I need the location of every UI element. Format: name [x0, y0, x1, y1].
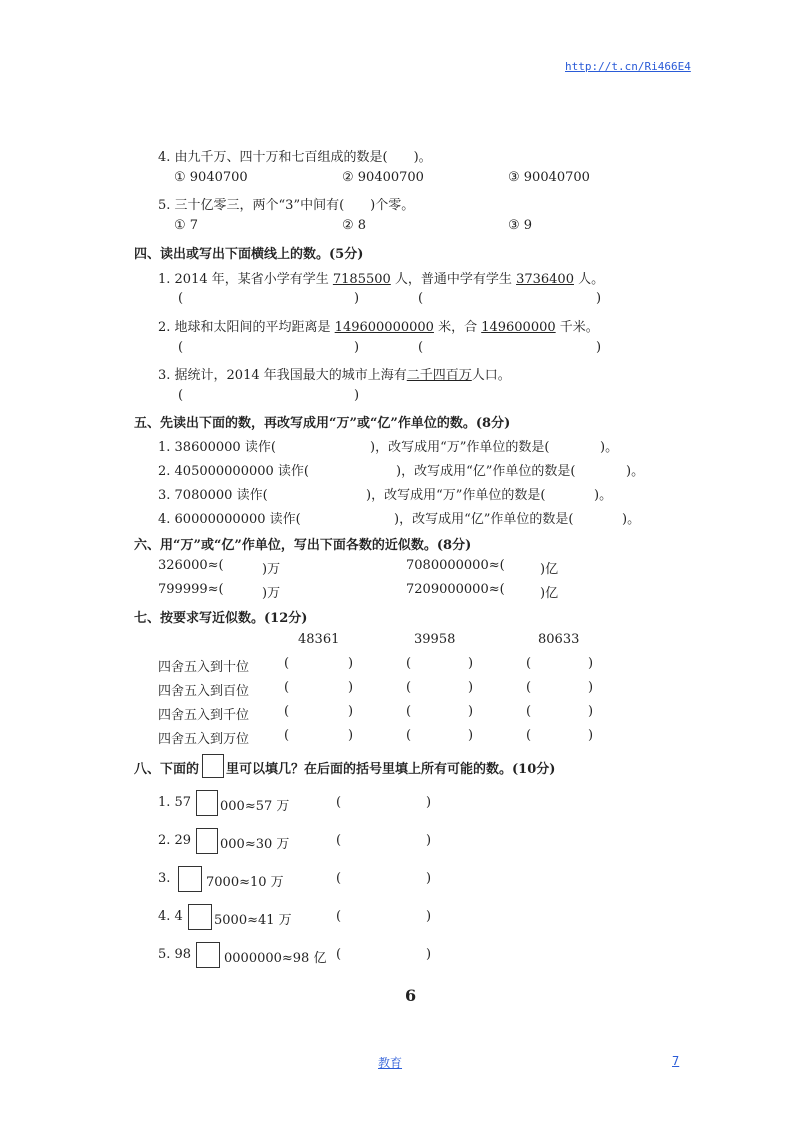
answer-paren-close: ): [588, 704, 594, 719]
answer-paren-close: ): [588, 680, 594, 695]
answer-paren-open: (: [418, 340, 424, 355]
answer-paren-close: ): [468, 728, 474, 743]
fill-in-box[interactable]: [196, 790, 218, 816]
answer-paren-open: (: [526, 680, 532, 695]
s5-line-2-a: 2. 405000000000 读作(: [158, 464, 309, 479]
s6-b2-left: 7209000000≈(: [406, 582, 505, 597]
s8-item-4-pre: 4. 4: [158, 909, 183, 924]
s8-item-1-post: 000≈57 万: [220, 799, 290, 814]
answer-paren-open: (: [336, 833, 342, 848]
s7-row-2: 四舍五入到百位: [158, 684, 250, 699]
answer-paren-close: ): [354, 340, 360, 355]
answer-paren-close: ): [348, 728, 354, 743]
question-4: 4. 由九千万、四十万和七百组成的数是( )。: [158, 150, 432, 165]
s5-line-4-a: 4. 60000000000 读作(: [158, 512, 301, 527]
section-8-title-suffix: 里可以填几？在后面的括号里填上所有可能的数。(10分): [226, 762, 556, 777]
section-7-title: 七、按要求写近似数。(12分): [134, 611, 308, 626]
answer-paren-close: ): [348, 704, 354, 719]
question-5: 5. 三十亿零三，两个“3”中间有( )个零。: [158, 198, 415, 213]
s5-line-3-a: 3. 7080000 读作(: [158, 488, 268, 503]
q5-option-1: ① 7: [174, 218, 199, 233]
s8-item-5-pre: 5. 98: [158, 947, 192, 962]
answer-paren-close: ): [354, 388, 360, 403]
s4-item-1: 1. 2014 年，某省小学有学生 7185500 人，普通中学有学生 3736400 人。: [158, 272, 605, 287]
s8-item-3-post: 7000≈10 万: [206, 875, 284, 890]
s5-line-2-b: )，改写成用“亿”作单位的数是(: [396, 464, 576, 479]
section-8-title-prefix: 八、下面的: [134, 762, 200, 777]
s4-item-3: 3. 据统计，2014 年我国最大的城市上海有二千四百万人口。: [158, 368, 511, 383]
answer-paren-open: (: [406, 680, 412, 695]
answer-paren-close: ): [588, 728, 594, 743]
answer-paren-close: ): [468, 656, 474, 671]
answer-paren-open: (: [284, 728, 290, 743]
s7-col-3: 80633: [538, 632, 580, 647]
s6-a2-right: )亿: [540, 562, 559, 577]
s6-b2-right: )亿: [540, 586, 559, 601]
q4-option-2: ② 90400700: [342, 170, 424, 185]
q4-option-3: ③ 90040700: [508, 170, 590, 185]
s5-line-3-c: )。: [594, 488, 613, 503]
s6-b1-left: 799999≈(: [158, 582, 224, 597]
section-5-title: 五、先读出下面的数，再改写成用“万”或“亿”作单位的数。(8分): [134, 416, 511, 431]
answer-paren-close: ): [468, 704, 474, 719]
answer-paren-close: ): [426, 909, 432, 924]
answer-paren-open: (: [526, 704, 532, 719]
fill-in-box[interactable]: [196, 828, 218, 854]
answer-paren-close: ): [426, 947, 432, 962]
s5-line-4-c: )。: [622, 512, 641, 527]
answer-paren-open: (: [406, 656, 412, 671]
answer-paren-close: ): [588, 656, 594, 671]
s5-line-1-a: 1. 38600000 读作(: [158, 440, 276, 455]
fill-in-box[interactable]: [196, 942, 220, 968]
s5-line-1-b: )，改写成用“万”作单位的数是(: [370, 440, 550, 455]
answer-paren-open: (: [526, 656, 532, 671]
s7-row-3: 四舍五入到千位: [158, 708, 250, 723]
s7-row-1: 四舍五入到十位: [158, 660, 250, 675]
header-link[interactable]: http://t.cn/Ri466E4: [565, 60, 691, 73]
answer-paren-open: (: [406, 704, 412, 719]
s8-item-4-post: 5000≈41 万: [214, 913, 292, 928]
answer-paren-open: (: [336, 871, 342, 886]
s6-a1-left: 326000≈(: [158, 558, 224, 573]
answer-paren-close: ): [348, 656, 354, 671]
answer-paren-close: ): [596, 291, 602, 306]
answer-paren-close: ): [348, 680, 354, 695]
answer-paren-open: (: [284, 656, 290, 671]
s7-col-2: 39958: [414, 632, 456, 647]
s8-item-2-pre: 2. 29: [158, 833, 192, 848]
s5-line-2-c: )。: [626, 464, 645, 479]
answer-paren-open: (: [336, 947, 342, 962]
answer-paren-open: (: [178, 388, 184, 403]
s5-line-1-c: )。: [600, 440, 619, 455]
s8-item-1-pre: 1. 57: [158, 795, 192, 810]
s8-item-3-pre: 3.: [158, 871, 171, 886]
s8-item-5-post: 0000000≈98 亿: [224, 951, 327, 966]
answer-paren-open: (: [284, 704, 290, 719]
blank-box: [202, 754, 224, 778]
s7-row-4: 四舍五入到万位: [158, 732, 250, 747]
q5-option-3: ③ 9: [508, 218, 533, 233]
q4-option-1: ① 9040700: [174, 170, 248, 185]
page-number: 6: [405, 986, 417, 1005]
q5-option-2: ② 8: [342, 218, 367, 233]
answer-paren-close: ): [426, 871, 432, 886]
answer-paren-open: (: [336, 795, 342, 810]
s5-line-3-b: )，改写成用“万”作单位的数是(: [366, 488, 546, 503]
s6-a1-right: )万: [262, 562, 281, 577]
answer-paren-open: (: [284, 680, 290, 695]
answer-paren-open: (: [178, 340, 184, 355]
s8-item-2-post: 000≈30 万: [220, 837, 290, 852]
answer-paren-close: ): [354, 291, 360, 306]
section-6-title: 六、用“万”或“亿”作单位，写出下面各数的近似数。(8分): [134, 538, 472, 553]
s6-a2-left: 7080000000≈(: [406, 558, 505, 573]
answer-paren-open: (: [526, 728, 532, 743]
s5-line-4-b: )，改写成用“亿”作单位的数是(: [394, 512, 574, 527]
s4-item-2: 2. 地球和太阳间的平均距离是 149600000000 米，合 149600000 千米。: [158, 320, 599, 335]
fill-in-box[interactable]: [178, 866, 202, 892]
footer-page-link[interactable]: 7: [672, 1054, 680, 1068]
answer-paren-open: (: [178, 291, 184, 306]
answer-paren-open: (: [336, 909, 342, 924]
s7-col-1: 48361: [298, 632, 340, 647]
answer-paren-close: ): [426, 833, 432, 848]
s6-b1-right: )万: [262, 586, 281, 601]
footer-link[interactable]: 教育: [378, 1056, 403, 1070]
answer-paren-open: (: [406, 728, 412, 743]
answer-paren-close: ): [596, 340, 602, 355]
answer-paren-close: ): [426, 795, 432, 810]
section-4-title: 四、读出或写出下面横线上的数。(5分): [134, 247, 364, 262]
answer-paren-close: ): [468, 680, 474, 695]
fill-in-box[interactable]: [188, 904, 212, 930]
answer-paren-open: (: [418, 291, 424, 306]
